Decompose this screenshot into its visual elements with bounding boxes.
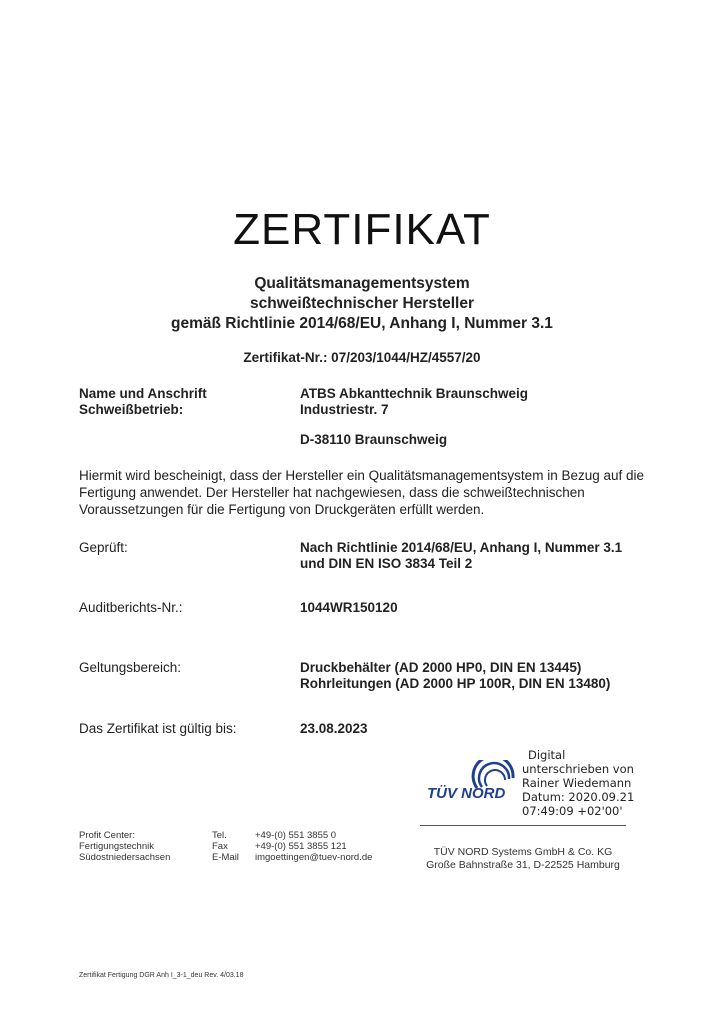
footer-company-name: TÜV NORD Systems GmbH & Co. KG (433, 846, 613, 858)
scope-line-1: Druckbehälter (AD 2000 HP0, DIN EN 13445) (300, 660, 582, 675)
checked-line-1: Nach Richtlinie 2014/68/EU, Anhang I, Nummer 3.1 (300, 540, 623, 555)
contact-tel: +49-(0) 551 3855 0 (255, 830, 337, 841)
contact-label-tel: Tel. (212, 830, 227, 841)
profit-center-line-3: Südostniedersachsen (79, 852, 171, 863)
company-street: Industriestr. 7 (300, 402, 389, 417)
signature-line-2: unterschrieben von (522, 762, 634, 776)
statement-paragraph: Hiermit wird bescheinigt, dass der Hersteller ein Qualitätsmanagementsystem in Bezug auf die Fertigung anwendet. Der Hersteller hat nachgewiesen, dass die schweißtechnischen Voraussetzungen für die Fertigung von Druckgeräten erfüllt werden. (79, 468, 645, 517)
logo-text: TÜV NORD (427, 785, 506, 802)
certificate-number: Zertifikat-Nr.: 07/203/1044/HZ/4557/20 (243, 350, 481, 365)
profit-center-line-1: Profit Center: (79, 830, 135, 841)
signature-line-5: 07:49:09 +02'00' (522, 804, 623, 818)
name-label-line-1: Name und Anschrift (79, 386, 207, 401)
signature-divider (420, 825, 626, 826)
valid-label: Das Zertifikat ist gültig bis: (79, 721, 237, 736)
checked-label: Geprüft: (79, 540, 128, 555)
company-name: ATBS Abkanttechnik Braunschweig (300, 386, 529, 401)
contact-label-email: E-Mail (212, 852, 239, 863)
certificate-title: ZERTIFIKAT (233, 205, 491, 254)
checked-line-2: und DIN EN ISO 3834 Teil 2 (300, 556, 473, 571)
footer-contact-labels (212, 830, 239, 863)
digital-signature (518, 748, 634, 818)
contact-label-fax: Fax (212, 841, 228, 852)
name-label-line-2: Schweißbetrieb: (79, 402, 184, 417)
subtitle-line-2: schweißtechnischer Hersteller (250, 295, 474, 312)
subtitle-line-3: gemäß Richtlinie 2014/68/EU, Anhang I, Nummer 3.1 (171, 315, 553, 332)
signature-line-4: Datum: 2020.09.21 (522, 790, 635, 804)
signature-line-3: Rainer Wiedemann (522, 776, 632, 790)
footer-contact-values (255, 830, 372, 863)
tuev-nord-logo (425, 760, 517, 804)
valid-date: 23.08.2023 (300, 721, 368, 736)
audit-label: Auditberichts-Nr.: (79, 600, 183, 615)
signature-line-1: Digital (528, 748, 566, 762)
subtitle-line-1: Qualitätsmanagementsystem (254, 275, 470, 292)
footer-profit-center (79, 830, 170, 863)
scope-line-2: Rohrleitungen (AD 2000 HP 100R, DIN EN 13480) (300, 676, 611, 691)
company-city: D-38110 Braunschweig (300, 432, 448, 447)
contact-fax: +49-(0) 551 3855 121 (255, 841, 347, 852)
scope-label: Geltungsbereich: (79, 660, 182, 675)
contact-email[interactable]: imgoettingen@tuev-nord.de (255, 852, 373, 863)
revision-note: Zertifikat Fertigung DGR Anh I_3-1_deu Rev. 4/03.18 (79, 972, 244, 979)
profit-center-line-2: Fertigungstechnik (79, 841, 154, 852)
audit-number: 1044WR150120 (300, 600, 398, 615)
footer-company-address: Große Bahnstraße 31, D-22525 Hamburg (426, 859, 620, 871)
